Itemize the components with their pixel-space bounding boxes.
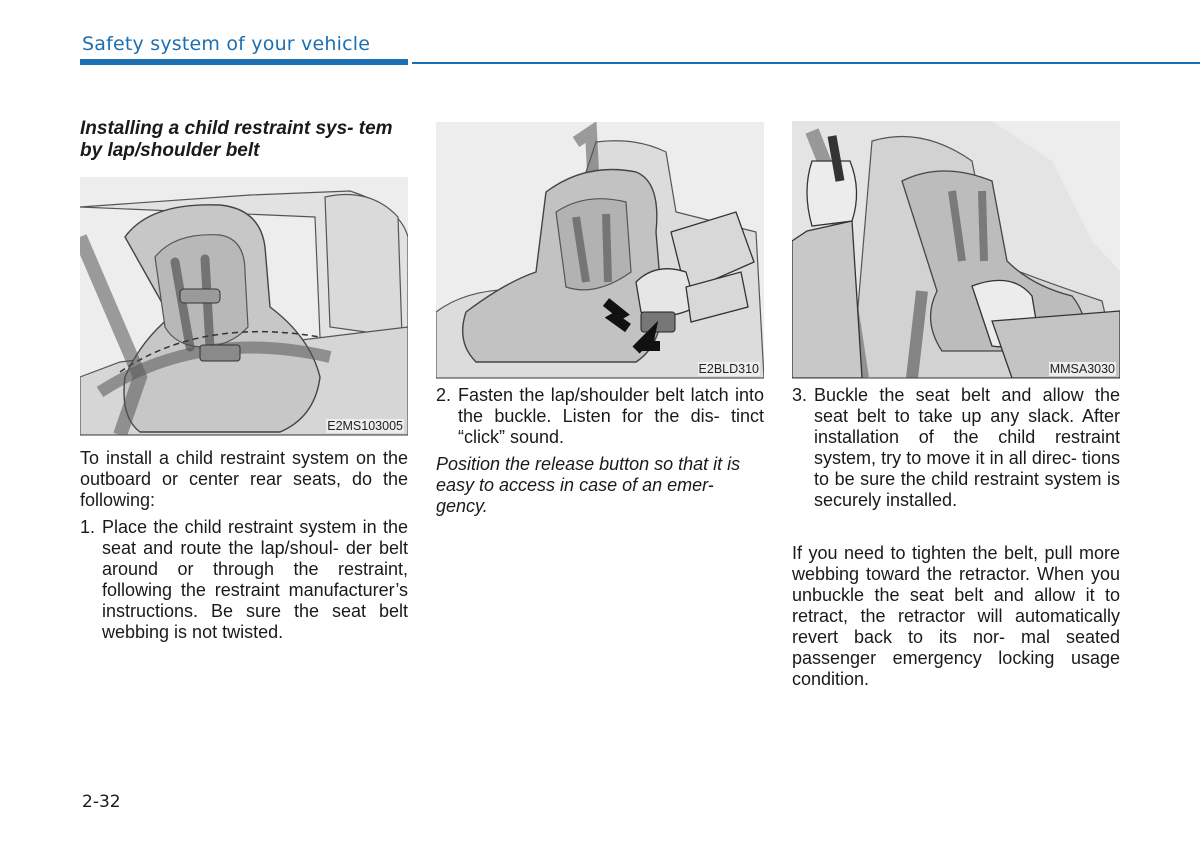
step-3 xyxy=(792,385,1120,511)
step-text: Buckle the seat belt and allow the seat belt to take up any slack. After installation of the child restraint system, try to move it in all direc- tions to be sure the child restraint system is securely installed. xyxy=(814,385,1120,510)
header-title: Safety system of your vehicle xyxy=(82,33,371,55)
column-2 xyxy=(436,385,764,517)
step-text: Fasten the lap/shoulder belt latch into the buckle. Listen for the dis- tinct “click” sound. xyxy=(458,385,764,447)
step-text: Place the child restraint system in the seat and route the lap/shoul- der belt around or through the restraint, following the restraint manufacturer’s instructions. Be sure the seat belt webbing is not twisted. xyxy=(102,517,408,642)
child-seat-lap-belt-illustration xyxy=(80,177,408,435)
tighten-belt-paragraph: If you need to tighten the belt, pull more webbing toward the retractor. When you unbuckle the seat belt and allow it to retract, the retractor will automatically revert back to its nor- mal seated passenger emergency locking usage condition. xyxy=(792,543,1120,689)
page-number: 2-32 xyxy=(82,792,121,812)
figure-code: E2BLD310 xyxy=(698,362,759,376)
buckle-fasten-illustration xyxy=(436,122,764,378)
tighten-belt-illustration xyxy=(792,121,1120,378)
release-button-note: Position the release button so that it is easy to access in case of an emer- gency. xyxy=(436,454,741,516)
figure-1 xyxy=(80,177,408,436)
step-number: 1. xyxy=(80,517,96,537)
header-rule-thin xyxy=(412,62,1200,64)
intro-paragraph: To install a child restraint system on the outboard or center rear seats, do the following: xyxy=(80,448,408,510)
figure-2 xyxy=(436,122,764,379)
section-heading: Installing a child restraint sys- tem by lap/shoulder belt xyxy=(80,118,393,161)
header-rule-thick xyxy=(80,59,408,65)
column-1 xyxy=(80,448,408,643)
step-number: 3. xyxy=(792,385,808,405)
step-2 xyxy=(436,385,764,448)
step-number: 2. xyxy=(436,385,452,405)
step-1 xyxy=(80,517,408,643)
figure-code: E2MS103005 xyxy=(327,419,403,433)
figure-code: MMSA3030 xyxy=(1049,362,1115,376)
column-3 xyxy=(792,385,1120,690)
figure-3 xyxy=(792,121,1120,379)
